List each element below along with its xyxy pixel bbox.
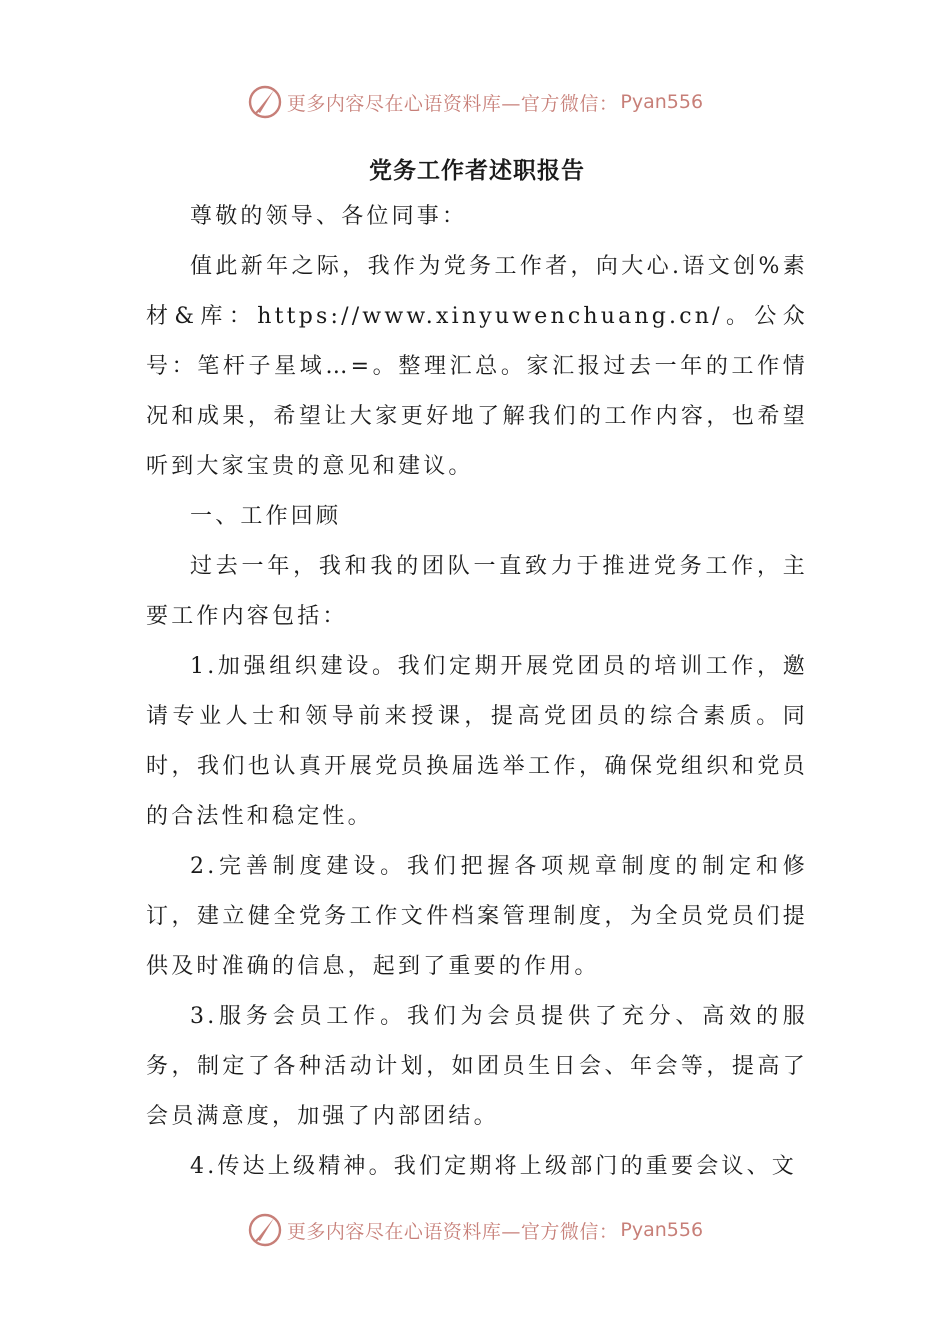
banner-wechat-id: Pyan556 <box>620 1219 704 1241</box>
section-heading-review: 一、工作回顾 <box>190 504 342 529</box>
quill-logo-icon <box>247 84 283 120</box>
document-title: 党务工作者述职报告 <box>369 157 585 184</box>
paragraph-item-4: 4.传达上级精神。我们定期将上级部门的重要会议、文 <box>190 1154 797 1179</box>
document-body <box>146 150 808 1192</box>
paragraph-intro: 值此新年之际，我作为党务工作者，向大心.语文创%素材&库：https://www.xinyuwenchuang.cn/。公众号：笔杆子星域…=。整理汇总。家汇报过去一年的工作情况和成果，希望让大家更好地了解我们的工作内容，也希望听到大家宝贵的意见和建议。 <box>146 254 808 479</box>
paragraph-item-1: 1.加强组织建设。我们定期开展党团员的培训工作，邀请专业人士和领导前来授课，提高党团员的综合素质。同时，我们也认真开展党员换届选举工作，确保党组织和党员的合法性和稳定性。 <box>146 654 808 829</box>
header-watermark-banner <box>0 82 950 122</box>
banner-text: 更多内容尽在心语资料库—官方微信： <box>286 92 619 115</box>
banner-wechat-id: Pyan556 <box>620 91 704 113</box>
footer-watermark-banner <box>0 1210 950 1250</box>
paragraph-greeting: 尊敬的领导、各位同事： <box>190 204 468 229</box>
paragraph-review-summary: 过去一年，我和我的团队一直致力于推进党务工作，主要工作内容包括： <box>146 554 808 629</box>
quill-logo-icon <box>247 1212 283 1248</box>
paragraph-item-2: 2.完善制度建设。我们把握各项规章制度的制定和修订，建立健全党务工作文件档案管理制度，为全员党员们提供及时准确的信息，起到了重要的作用。 <box>146 854 808 979</box>
paragraph-item-3: 3.服务会员工作。我们为会员提供了充分、高效的服务，制定了各种活动计划，如团员生日会、年会等，提高了会员满意度，加强了内部团结。 <box>146 1004 808 1129</box>
banner-text: 更多内容尽在心语资料库—官方微信： <box>286 1220 619 1243</box>
